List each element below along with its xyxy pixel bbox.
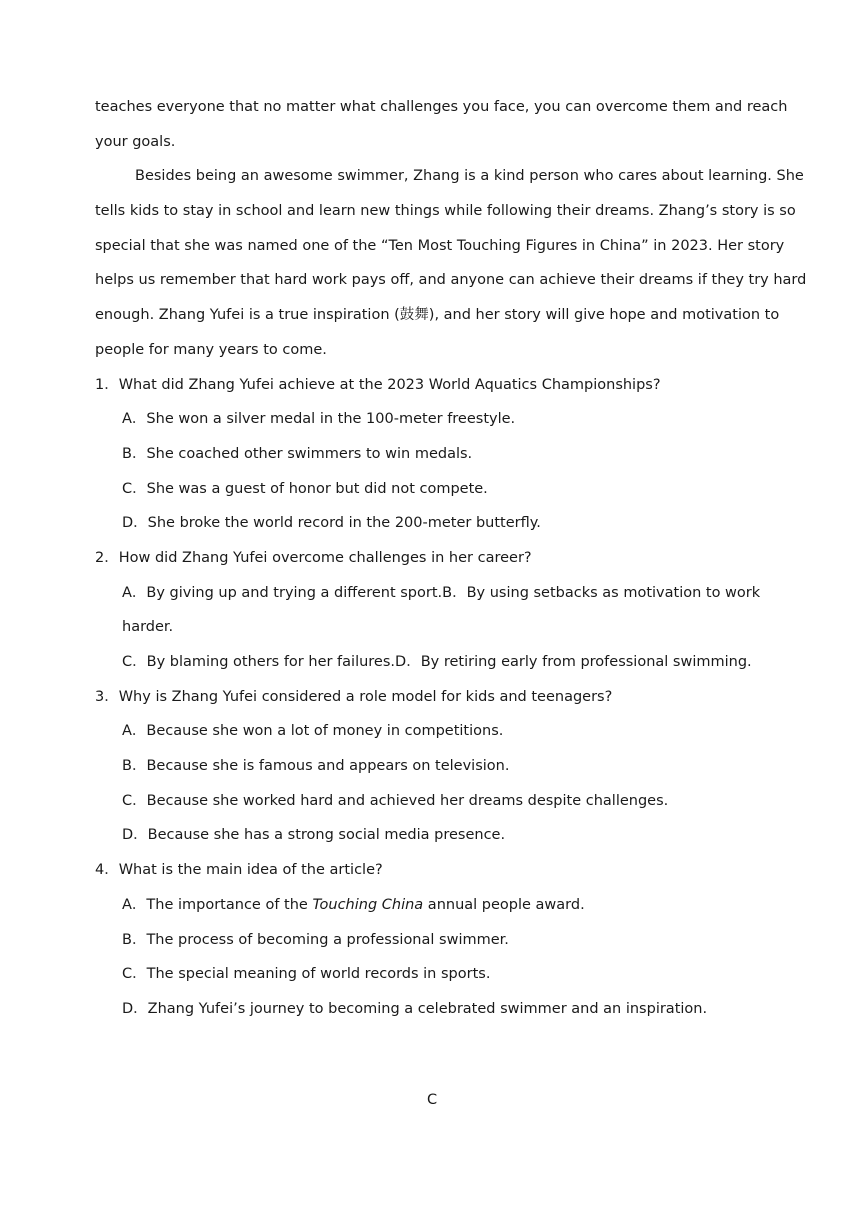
answer-option — [95, 888, 769, 923]
answer-option: C．By blaming others for her failures. — [122, 654, 396, 670]
question-stem: 4．What is the main idea of the article? — [95, 862, 383, 879]
passage-line: enough. Zhang Yufei is a true inspiration (鼓舞), and her story will give hope and motivation to — [95, 307, 780, 324]
question-stem: 2．How did Zhang Yufei overcome challenges in her career? — [95, 549, 532, 566]
answer-option: B．The process of becoming a professional swimmer. — [122, 931, 509, 948]
answer-option: B．She coached other swimmers to win medals. — [122, 445, 473, 462]
option-text: A．The importance of the — [122, 896, 313, 913]
answer-option: D．Because she has a strong social media presence. — [122, 827, 506, 844]
option-title-italic: Touching China — [312, 896, 424, 913]
question-stem: 3．Why is Zhang Yufei considered a role model for kids and teenagers? — [95, 688, 613, 705]
passage-line: teaches everyone that no matter what challenges you face, you can overcome them and reach — [95, 99, 788, 115]
answer-option: D．She broke the world record in the 200-meter butterfly. — [122, 515, 541, 532]
answer-option: C．She was a guest of honor but did not compete. — [122, 480, 488, 497]
answer-option-row — [95, 576, 769, 611]
passage-line: Besides being an awesome swimmer, Zhang is a kind person who cares about learning. She — [135, 168, 804, 185]
answer-option: D．By retiring early from professional swimming. — [395, 654, 752, 670]
passage-line: people for many years to come. — [95, 341, 327, 358]
answer-option: A．Because she won a lot of money in competitions. — [122, 723, 504, 740]
answer-option-row — [95, 645, 769, 680]
answer-option: B．By using setbacks as motivation to work — [442, 584, 761, 601]
passage-line: your goals. — [95, 133, 176, 150]
document-page — [95, 90, 807, 1027]
answer-option: A．She won a silver medal in the 100-meter freestyle. — [122, 411, 516, 428]
passage-line: tells kids to stay in school and learn new things while following their dreams. Zhang’s story is so — [95, 203, 796, 220]
option-text: annual people award. — [423, 896, 585, 913]
answer-option: harder. — [122, 619, 174, 636]
answer-option: A．By giving up and trying a different sport. — [122, 584, 443, 601]
answer-option: C．Because she worked hard and achieved her dreams despite challenges. — [122, 792, 669, 809]
answer-option: C．The special meaning of world records in sports. — [122, 966, 491, 983]
passage-line: special that she was named one of the “Ten Most Touching Figures in China” in 2023. Her story — [95, 237, 785, 254]
passage-line: helps us remember that hard work pays off, and anyone can achieve their dreams if they try hard — [95, 272, 807, 289]
section-heading: C — [426, 1092, 438, 1108]
answer-option: B．Because she is famous and appears on television. — [122, 758, 510, 775]
answer-option: D．Zhang Yufei’s journey to becoming a celebrated swimmer and an inspiration. — [122, 1000, 708, 1017]
question-stem: 1．What did Zhang Yufei achieve at the 2023 World Aquatics Championships? — [95, 376, 661, 393]
